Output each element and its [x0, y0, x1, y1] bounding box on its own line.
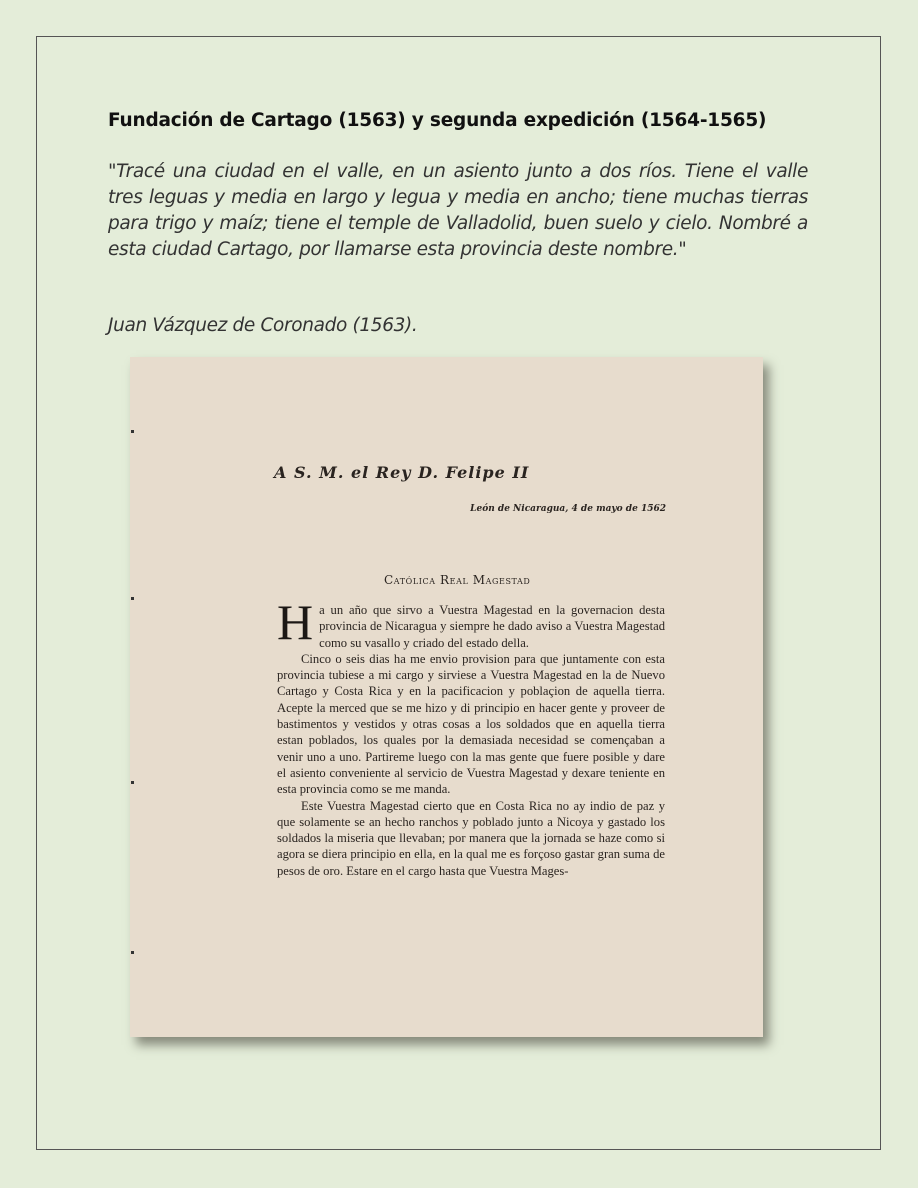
- letter-paragraph: Cinco o seis dias ha me envio provision para que juntamente con esta provincia tubiese a mi cargo y sirviese a Vuestra Magestad en la de Nuevo Cartago y Costa Rica y en la pacificacion y poblaçion de aquella tierra. Acepte la merced que se me hizo y di principio en hacer gente y proveer de bastimentos y vestidos y otras cosas a los soldados que en aquella tierra estan poblados, los quales por la demasiada necesidad se començaban a venir uno a uno. Partireme luego con la mas gente que fuere posible y dare el asiento conveniente al servicio de Vuestra Magestad y dexare teniente en esta provincia como se me manda.: [277, 651, 665, 797]
- quote-text: "Tracé una ciudad en el valle, en un asiento junto a dos ríos. Tiene el valle tres leguas y media en largo y legua y media en ancho; tiene muchas tierras para trigo y maíz; tiene el temple de Valladolid, buen suelo y cielo. Nombré a esta ciudad Cartago, por llamarse esta provincia deste nombre.": [108, 161, 808, 260]
- letter-place-date: León de Nicaragua, 4 de mayo de 1562: [470, 504, 666, 514]
- scan-speck: [131, 951, 134, 954]
- quote-attribution: Juan Vázquez de Coronado (1563).: [108, 315, 418, 336]
- scan-speck: [131, 597, 134, 600]
- letter-title: A S. M. el Rey D. Felipe II: [274, 463, 530, 482]
- scan-speck: [131, 430, 134, 433]
- section-heading: Fundación de Cartago (1563) y segunda expedición (1564-1565): [108, 110, 767, 131]
- drop-cap: H: [277, 594, 314, 650]
- paragraph-text: a un año que sirvo a Vuestra Magestad en la governacion desta provincia de Nicaragua y siempre he dado aviso a Vuestra Magestad como su vasallo y criado del estado della.: [319, 603, 665, 650]
- scan-speck: [131, 781, 134, 784]
- letter-paragraph: Este Vuestra Magestad cierto que en Costa Rica no ay indio de paz y que solamente se an hecho ranchos y poblado junto a Nicoya y gastado los soldados la miseria que llevaban; por manera que la jornada se haze como si agora se diera principio en ella, en la qual me es forçoso gastar gran suma de pesos de oro. Estare en el cargo hasta que Vuestra Mages-: [277, 798, 665, 878]
- letter-salutation: [384, 573, 530, 587]
- scanned-letter-image: [130, 357, 763, 1037]
- letter-paragraph: [277, 594, 665, 651]
- salutation-text: Católica Real Magestad: [384, 573, 531, 587]
- letter-body: [277, 594, 665, 879]
